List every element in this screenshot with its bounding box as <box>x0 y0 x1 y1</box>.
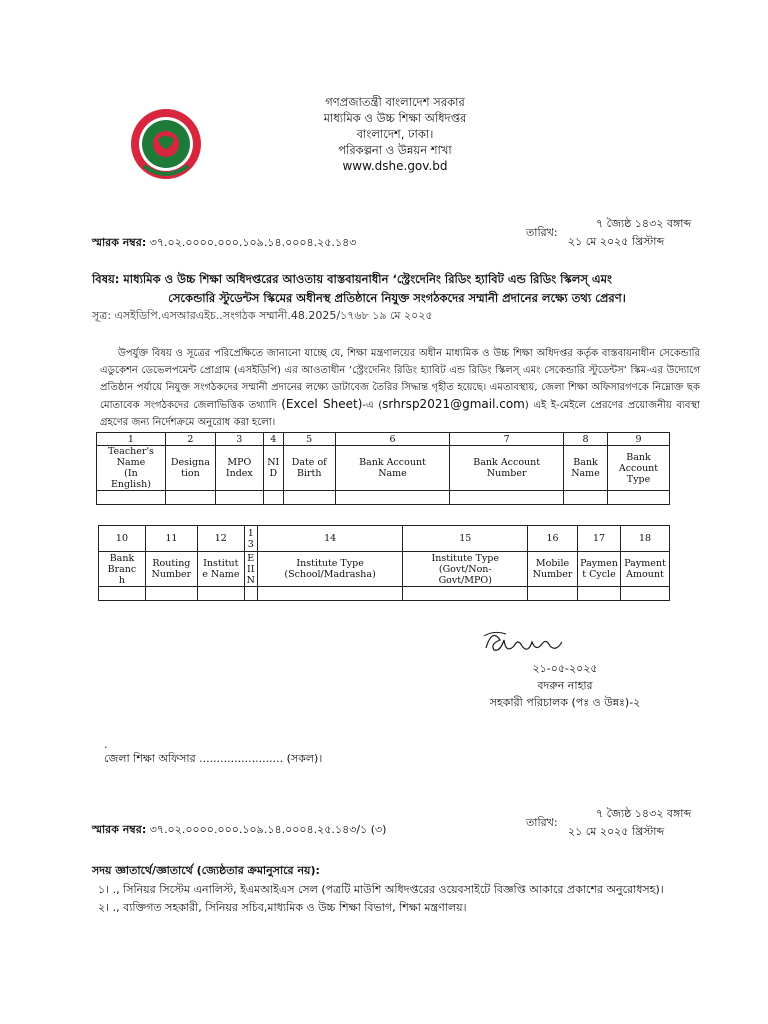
empty-cell[interactable] <box>244 587 257 601</box>
body-mid: -এ ( <box>362 400 383 411</box>
body-text: উপর্যুক্ত বিষয় ও সূত্রের পরিপ্রেক্ষিতে জানানো যাচ্ছে যে, শিক্ষা মন্ত্রণালয়ের অধীন মাধ্যমিক ও উচ্চ শিক্ষা অধিদপ্তর কর্তৃক বাস্তবায়নাধীন সেকেন্ডারি এডুকেশন ডেভেলপমেন্ট প্রোগ্রাম (এসইডিপি) এর আওতাধীন ‘স্ট্রেংদেনিং রিডিং হ্যাবিট এন্ড রিডিং স্কিলস্ এমং সেকেন্ডারি স্টুডেন্টস’ স্কিম-এর উদ্যোগে প্রতিষ্ঠান পর্যায়ে নিযুক্ত সংগঠকদের সম্মানী প্রদানের লক্ষ্যে ডাটাবেজ তৈরির সিদ্ধান্ত গৃহীত হয়েছে। এমতাবস্থায়, জেলা শিক্ষা অফিসারগণকে নিম্নোক্ত ছক মোতাবেক সংগঠকদের জেলাভিত্তিক তথ্যাদি <box>100 348 700 411</box>
column-number: 10 <box>99 526 146 552</box>
column-number: 5 <box>283 433 335 446</box>
column-header <box>564 446 608 491</box>
data-table-2 <box>98 525 670 601</box>
column-header <box>97 446 166 491</box>
table2-header-row <box>99 552 670 587</box>
memo-number-2 <box>92 821 386 840</box>
column-header-line: Number <box>151 569 192 580</box>
data-table-1 <box>96 432 670 505</box>
date-block-2 <box>526 806 716 842</box>
empty-cell[interactable] <box>450 491 564 505</box>
column-header <box>528 552 578 587</box>
date-bangla: ৭ জ্যৈষ্ঠ ১৪৩২ বঙ্গাব্দ <box>596 217 692 230</box>
column-header-line: (In <box>124 468 138 479</box>
bangladesh-government-seal-icon <box>128 106 204 182</box>
column-header-line: t Cycle <box>582 569 616 580</box>
letterhead-location: বাংলাদেশ, ঢাকা। <box>356 127 434 141</box>
table1-header-row <box>97 446 670 491</box>
column-header-line: Date of <box>291 457 327 468</box>
date-gregorian: ২১ মে ২০২৫ খ্রিস্টাব্দ <box>568 235 665 248</box>
column-header-line: (Govt/Non- <box>438 563 492 575</box>
column-number: 14 <box>257 526 403 552</box>
column-header-line: Institut <box>203 558 239 569</box>
date-block-1 <box>526 216 716 252</box>
subject-label: বিষয়: <box>92 272 120 286</box>
column-header-line: Institute Type <box>431 552 499 564</box>
copy-list <box>98 881 698 917</box>
column-header-line: Name <box>571 468 600 479</box>
column-header-line: Designa <box>170 457 210 468</box>
recipient-dot: . <box>104 738 108 751</box>
column-header <box>283 446 335 491</box>
column-header-line: Paymen <box>580 558 618 569</box>
empty-cell[interactable] <box>528 587 578 601</box>
column-header <box>335 446 450 491</box>
date-label: তারিখ: <box>526 226 558 239</box>
empty-cell[interactable] <box>263 491 283 505</box>
copy-list-item: ১। ., সিনিয়র সিস্টেম এনালিস্ট, ইএমআইএস সেল (পত্রটি মাউশি অধিদপ্তরের ওয়েবসাইটে বিজ্ঞপ্তি আকারে প্রকাশের অনুরোধসহ)। <box>98 883 664 896</box>
column-header-line: English) <box>110 479 151 490</box>
column-header-line: Routing <box>152 558 191 569</box>
subject <box>92 270 702 308</box>
empty-cell[interactable] <box>197 587 244 601</box>
column-header-line: Number <box>532 569 573 580</box>
subject-line-2: সেকেন্ডারি স্টুডেন্টস স্কিমের অধীনস্থ প্রতিষ্ঠানে নিযুক্ত সংগঠকদের সম্মানী প্রদানের লক্ষ্যে তথ্য প্রেরণ। <box>168 291 626 305</box>
column-header-line: Bank Account <box>359 457 426 468</box>
column-header-line: E <box>247 552 255 564</box>
empty-cell[interactable] <box>335 491 450 505</box>
column-header-line: Amount <box>626 569 664 580</box>
date-bangla: ৭ জ্যৈষ্ঠ ১৪৩২ বঙ্গাব্দ <box>596 807 692 820</box>
empty-cell[interactable] <box>215 491 263 505</box>
column-header-line: Name <box>378 468 407 479</box>
column-header <box>165 446 215 491</box>
column-number: 8 <box>564 433 608 446</box>
empty-cell[interactable] <box>145 587 197 601</box>
empty-cell[interactable] <box>257 587 403 601</box>
signatory-designation: সহকারী পরিচালক (পঃ ও উন্নঃ)-২ <box>489 696 641 709</box>
column-number: 12 <box>197 526 244 552</box>
column-header <box>257 552 403 587</box>
reference: সূত্র: এসইডিপি.এসআরএইচ..সংগঠক সম্মানী.48.2025/১৭৬৮ ১৯ মে ২০২৫ <box>92 309 433 322</box>
column-number: 18 <box>620 526 669 552</box>
column-header-line: Bank <box>573 457 598 468</box>
letterhead-government: গণপ্রজাতন্ত্রী বাংলাদেশ সরকার <box>325 95 465 109</box>
empty-cell[interactable] <box>620 587 669 601</box>
column-header-line: h <box>118 574 126 586</box>
signature-block <box>470 660 660 711</box>
column-header-line: Number <box>486 468 527 479</box>
table1-empty-row <box>97 491 670 505</box>
empty-cell[interactable] <box>97 491 166 505</box>
signature-date: ২১-০৫-২০২৫ <box>532 662 598 675</box>
column-header-line: Institute Type <box>296 558 364 569</box>
memo-label: স্মারক নম্বর: <box>92 236 147 249</box>
column-header-line: MPO <box>227 457 252 468</box>
column-number: 4 <box>263 433 283 446</box>
column-header-line: Payment <box>624 558 666 569</box>
letterhead-wing: পরিকল্পনা ও উন্নয়ন শাখা <box>338 143 452 157</box>
copy-list-item: ২। ., ব্যক্তিগত সহকারী, সিনিয়র সচিব,মাধ্যমিক ও উচ্চ শিক্ষা বিভাগ, শিক্ষা মন্ত্রণালয়। <box>98 901 467 914</box>
table1-number-row <box>97 433 670 446</box>
column-header <box>244 552 257 587</box>
memo-label: স্মারক নম্বর: <box>92 823 147 836</box>
column-number: 15 <box>403 526 528 552</box>
column-header <box>450 446 564 491</box>
memo-value: ৩৭.০২.০০০০.০০০.১০৯.১৪.০০০৪.২৫.১৪৩ <box>149 236 357 249</box>
column-number: 2 <box>165 433 215 446</box>
column-header-line: Name <box>116 457 146 468</box>
column-header-line: Type <box>626 473 651 485</box>
column-number: 3 <box>215 433 263 446</box>
recipient: জেলা শিক্ষা অফিসার ........................ (সকল)। <box>104 752 323 765</box>
empty-cell[interactable] <box>607 491 669 505</box>
empty-cell[interactable] <box>403 587 528 601</box>
table2-empty-row <box>99 587 670 601</box>
memo-number-1 <box>92 234 356 253</box>
date-label: তারিখ: <box>526 816 558 829</box>
column-number: 1 3 <box>244 526 257 552</box>
letterhead-directorate: মাধ্যমিক ও উচ্চ শিক্ষা অধিদপ্তর <box>323 111 467 125</box>
body-tail: ) এই ই-মেইলে প্রেরণের প্রয়োজনীয় ব্যবস্থা গ্রহণের জন্য নির্দেশক্রমে অনুরোধ করা হলো। <box>100 400 700 428</box>
column-header-line: Bank <box>109 552 135 564</box>
empty-cell[interactable] <box>99 587 146 601</box>
column-header-line: NI <box>267 457 280 468</box>
letterhead-website: www.dshe.gov.bd <box>342 159 448 173</box>
column-header <box>403 552 528 587</box>
column-number: 11 <box>145 526 197 552</box>
column-header <box>620 552 669 587</box>
body-paragraph <box>100 345 700 431</box>
column-header <box>197 552 244 587</box>
excel-sheet-text: (Excel Sheet) <box>281 397 363 411</box>
column-header-line: D <box>269 468 278 479</box>
column-header-line: II <box>247 563 255 575</box>
column-header-line: Mobile <box>535 558 570 569</box>
column-number: 17 <box>578 526 621 552</box>
subject-line-1: মাধ্যমিক ও উচ্চ শিক্ষা অধিদপ্তরের আওতায় বাস্তবায়নাধীন ‘স্ট্রেংদেনিং রিডিং হ্যাবিট এন্ড রিডিং স্কিলস্ এমং <box>123 272 613 286</box>
column-header <box>578 552 621 587</box>
empty-cell[interactable] <box>283 491 335 505</box>
column-number: 9 <box>607 433 669 446</box>
column-header-line: Teacher's <box>107 446 154 457</box>
column-header-line: Index <box>225 468 253 479</box>
column-number: 7 <box>450 433 564 446</box>
column-header-line: Bank Account <box>618 451 659 474</box>
signatory-name: বদরুন নাহার <box>537 679 593 692</box>
column-header <box>145 552 197 587</box>
empty-cell[interactable] <box>578 587 621 601</box>
column-header-line: N <box>246 574 255 586</box>
column-header-line: (School/Madrasha) <box>284 569 376 580</box>
column-header-line: Govt/MPO) <box>438 574 492 586</box>
column-header <box>263 446 283 491</box>
column-header-line: Branc <box>107 563 137 575</box>
table2-number-row <box>99 526 670 552</box>
empty-cell[interactable] <box>165 491 215 505</box>
email-address: srhrsp2021@gmail.com <box>382 397 525 411</box>
column-header <box>215 446 263 491</box>
copy-list-heading: সদয় জ্ঞাতার্থে/জ্ঞাতার্থে (জ্যেষ্ঠতার ক্রমানুসারে নয়): <box>92 864 320 877</box>
column-header-line: e Name <box>202 569 240 580</box>
column-header <box>607 446 669 491</box>
column-header-line: tion <box>181 468 200 479</box>
column-header-line: Bank Account <box>473 457 541 468</box>
column-number: 16 <box>528 526 578 552</box>
column-number: 1 <box>97 433 166 446</box>
column-number: 6 <box>335 433 450 446</box>
handwritten-signature <box>478 620 578 660</box>
date-gregorian: ২১ মে ২০২৫ খ্রিস্টাব্দ <box>568 825 665 838</box>
column-header-line: Birth <box>296 468 322 479</box>
letterhead <box>240 94 550 174</box>
column-header <box>99 552 146 587</box>
memo-value: ৩৭.০২.০০০০.০০০.১০৯.১৪.০০০৪.২৫.১৪৩/১ (৩) <box>149 823 387 836</box>
empty-cell[interactable] <box>564 491 608 505</box>
